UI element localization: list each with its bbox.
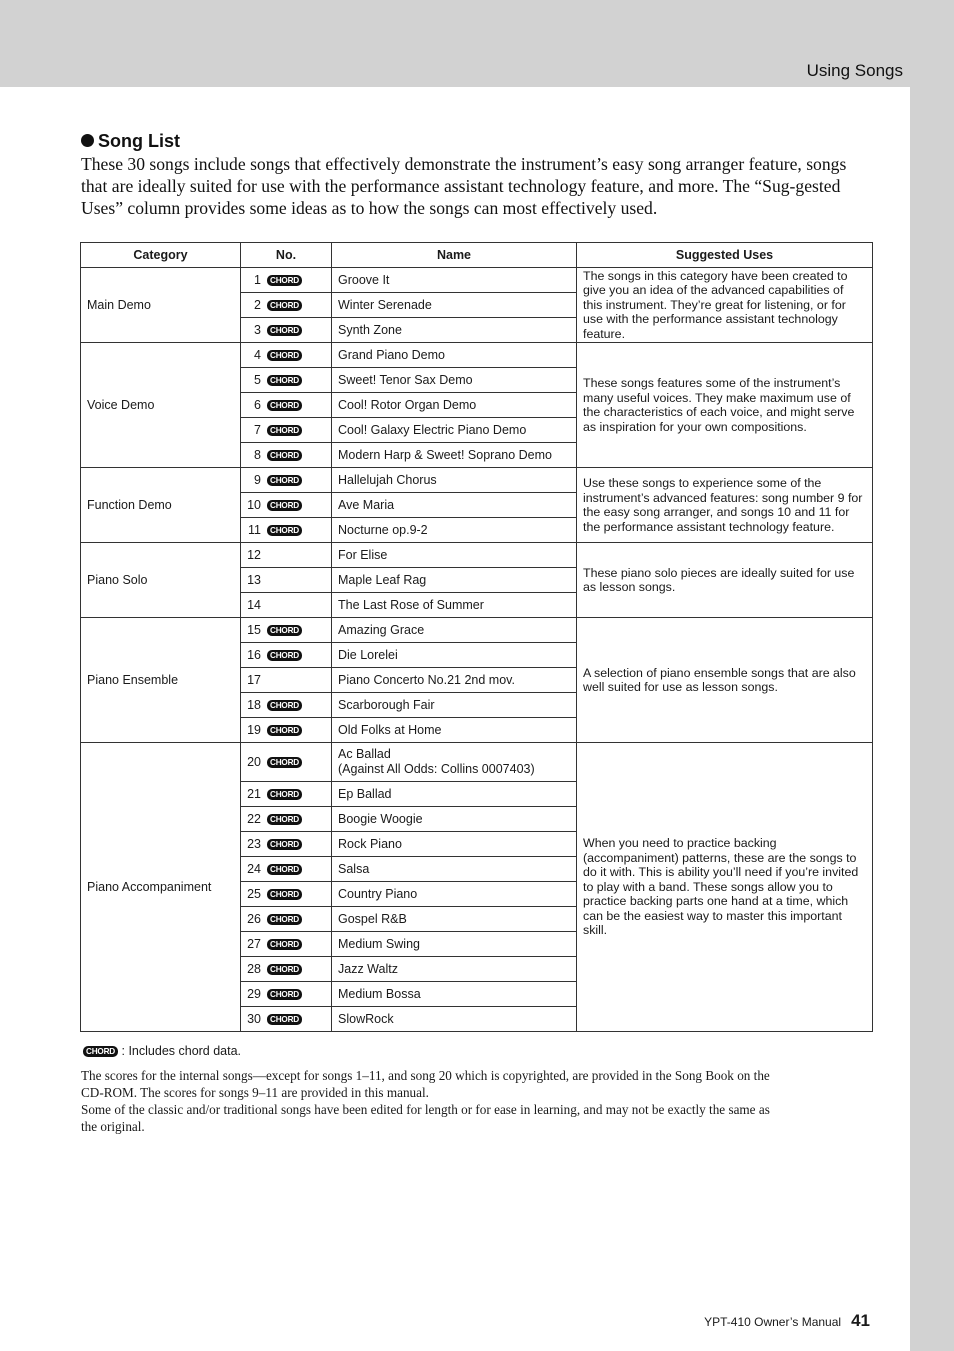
song-number: 30 bbox=[247, 1012, 261, 1026]
song-name-cell bbox=[332, 368, 577, 393]
chord-icon: CHORD bbox=[267, 300, 302, 311]
song-name: Scarborough Fair bbox=[338, 698, 435, 712]
song-number-cell bbox=[241, 443, 332, 468]
song-number-cell bbox=[241, 743, 332, 782]
song-number: 18 bbox=[247, 698, 261, 712]
category-cell: Piano Ensemble bbox=[81, 618, 241, 743]
song-number: 8 bbox=[254, 448, 261, 462]
category-cell: Voice Demo bbox=[81, 343, 241, 468]
song-number: 6 bbox=[254, 398, 261, 412]
chord-icon: CHORD bbox=[267, 350, 302, 361]
song-name-cell bbox=[332, 543, 577, 568]
song-number: 19 bbox=[247, 723, 261, 737]
chord-icon: CHORD bbox=[267, 425, 302, 436]
song-number-cell bbox=[241, 832, 332, 857]
category-cell: Piano Solo bbox=[81, 543, 241, 618]
song-name-cell bbox=[332, 907, 577, 932]
song-name-cell bbox=[332, 268, 577, 293]
song-number-cell bbox=[241, 1007, 332, 1032]
song-name-cell bbox=[332, 393, 577, 418]
song-number: 7 bbox=[254, 423, 261, 437]
chord-icon: CHORD bbox=[83, 1046, 118, 1057]
chord-icon: CHORD bbox=[267, 275, 302, 286]
song-number-cell bbox=[241, 932, 332, 957]
song-number-cell bbox=[241, 907, 332, 932]
song-number-cell bbox=[241, 593, 332, 618]
song-number-cell bbox=[241, 418, 332, 443]
song-number: 26 bbox=[247, 912, 261, 926]
suggested-uses-cell: A selection of piano ensemble songs that are also well suited for use as lesson songs. bbox=[577, 618, 873, 743]
table-row bbox=[81, 468, 873, 493]
table-row bbox=[81, 268, 873, 293]
song-name: Medium Bossa bbox=[338, 987, 421, 1001]
song-name: Piano Concerto No.21 2nd mov. bbox=[338, 673, 515, 687]
song-name: Grand Piano Demo bbox=[338, 348, 446, 362]
chord-icon: CHORD bbox=[267, 989, 302, 1000]
table-body bbox=[81, 268, 873, 1032]
category-cell: Main Demo bbox=[81, 268, 241, 343]
bullet-icon bbox=[81, 134, 94, 147]
song-name-cell bbox=[332, 593, 577, 618]
song-name-cell bbox=[332, 932, 577, 957]
heading-text: Song List bbox=[98, 131, 180, 151]
song-number: 21 bbox=[247, 787, 261, 801]
chord-icon: CHORD bbox=[267, 700, 302, 711]
song-name: Maple Leaf Rag bbox=[338, 573, 427, 587]
song-name: Ave Maria bbox=[338, 498, 395, 512]
song-name-cell bbox=[332, 318, 577, 343]
footnote-1: The scores for the internal songs—except for songs 1–11, and song 20 which is copyrighted, are provided in the Song Book on the CD-ROM. The scores for songs 9–11 are provided in this manual. bbox=[81, 1068, 770, 1100]
song-number-cell bbox=[241, 718, 332, 743]
song-number-cell bbox=[241, 957, 332, 982]
header-no: No. bbox=[241, 243, 332, 268]
song-name-cell bbox=[332, 418, 577, 443]
song-name: Winter Serenade bbox=[338, 298, 432, 312]
song-number-cell bbox=[241, 882, 332, 907]
chord-icon: CHORD bbox=[267, 839, 302, 850]
chord-icon: CHORD bbox=[267, 450, 302, 461]
chord-icon: CHORD bbox=[267, 625, 302, 636]
intro-paragraph: These 30 songs include songs that effectively demonstrate the instrument’s easy song arranger feature, songs that are ideally suited for use with the performance assistant technology feature, and more. The “Sug-gested Uses” column provides some ideas as to how the songs can most effectively used. bbox=[81, 154, 847, 218]
song-name-cell bbox=[332, 693, 577, 718]
song-number: 1 bbox=[254, 273, 261, 287]
song-name-cell bbox=[332, 807, 577, 832]
chord-icon: CHORD bbox=[267, 939, 302, 950]
song-number-cell bbox=[241, 343, 332, 368]
song-name: The Last Rose of Summer bbox=[338, 598, 484, 612]
section-title: Using Songs bbox=[806, 61, 903, 80]
header-uses: Suggested Uses bbox=[577, 243, 873, 268]
chord-icon: CHORD bbox=[267, 864, 302, 875]
chord-icon: CHORD bbox=[267, 325, 302, 336]
song-number: 16 bbox=[247, 648, 261, 662]
side-band bbox=[910, 87, 954, 1351]
chord-icon: CHORD bbox=[267, 814, 302, 825]
song-name: Salsa bbox=[338, 862, 370, 876]
song-name-cell bbox=[332, 568, 577, 593]
song-number: 11 bbox=[248, 523, 261, 537]
song-number: 4 bbox=[254, 348, 261, 362]
song-name-cell bbox=[332, 957, 577, 982]
song-name-cell bbox=[332, 782, 577, 807]
song-name: Rock Piano bbox=[338, 837, 402, 851]
table-header-row bbox=[81, 243, 873, 268]
table-row bbox=[81, 343, 873, 368]
song-number-cell bbox=[241, 618, 332, 643]
song-name-cell bbox=[332, 668, 577, 693]
song-name: Groove It bbox=[338, 273, 390, 287]
song-number: 25 bbox=[247, 887, 261, 901]
song-name: Hallelujah Chorus bbox=[338, 473, 437, 487]
chord-icon: CHORD bbox=[267, 375, 302, 386]
song-number: 22 bbox=[247, 812, 261, 826]
song-number-cell bbox=[241, 782, 332, 807]
table-row bbox=[81, 743, 873, 782]
chord-icon: CHORD bbox=[267, 914, 302, 925]
legend-text: : Includes chord data. bbox=[121, 1044, 242, 1058]
song-number: 20 bbox=[247, 755, 261, 769]
song-name: Die Lorelei bbox=[338, 648, 398, 662]
song-name-cell bbox=[332, 982, 577, 1007]
chord-icon: CHORD bbox=[267, 475, 302, 486]
chord-icon: CHORD bbox=[267, 789, 302, 800]
song-number: 10 bbox=[247, 498, 261, 512]
table-row bbox=[81, 543, 873, 568]
song-name: Synth Zone bbox=[338, 323, 402, 337]
chord-icon: CHORD bbox=[267, 757, 302, 768]
song-name-cell bbox=[332, 493, 577, 518]
song-name: Amazing Grace bbox=[338, 623, 425, 637]
song-name-cell bbox=[332, 468, 577, 493]
footnote-2: Some of the classic and/or traditional songs have been edited for length or for ease in learning, and may not be exactly the same as the original. bbox=[81, 1102, 770, 1134]
song-number: 5 bbox=[254, 373, 261, 387]
song-number-cell bbox=[241, 368, 332, 393]
chord-icon: CHORD bbox=[267, 400, 302, 411]
song-name-cell bbox=[332, 718, 577, 743]
song-number-cell bbox=[241, 568, 332, 593]
song-number-cell bbox=[241, 493, 332, 518]
song-name-cell bbox=[332, 882, 577, 907]
song-name: Sweet! Tenor Sax Demo bbox=[338, 373, 473, 387]
suggested-uses-cell: The songs in this category have been created to give you an idea of the advanced capabilities of this instrument. They’re great for listening, or for use with the performance assistant technology feature. bbox=[577, 268, 873, 343]
song-number: 12 bbox=[247, 548, 261, 562]
page-number: 41 bbox=[851, 1311, 870, 1330]
song-name: Cool! Rotor Organ Demo bbox=[338, 398, 477, 412]
chord-icon: CHORD bbox=[267, 725, 302, 736]
song-number: 23 bbox=[247, 837, 261, 851]
song-number-cell bbox=[241, 668, 332, 693]
song-number-cell bbox=[241, 268, 332, 293]
suggested-uses-cell: These piano solo pieces are ideally suited for use as lesson songs. bbox=[577, 543, 873, 618]
song-number-cell bbox=[241, 318, 332, 343]
song-name: Country Piano bbox=[338, 887, 418, 901]
section-heading bbox=[81, 131, 180, 152]
song-name: Cool! Galaxy Electric Piano Demo bbox=[338, 423, 527, 437]
song-list-table bbox=[80, 242, 873, 1032]
suggested-uses-cell: These songs features some of the instrument’s many useful voices. They make maximum use of the characteristics of each voice, and might serve as inspiration for your own compositions. bbox=[577, 343, 873, 468]
song-number-cell bbox=[241, 807, 332, 832]
song-number-cell bbox=[241, 543, 332, 568]
song-number: 27 bbox=[247, 937, 261, 951]
song-number-cell bbox=[241, 468, 332, 493]
song-number-cell bbox=[241, 393, 332, 418]
song-name: SlowRock bbox=[338, 1012, 394, 1026]
song-number: 9 bbox=[254, 473, 261, 487]
song-name-cell bbox=[332, 832, 577, 857]
song-name: Ep Ballad bbox=[338, 787, 392, 801]
song-name-cell bbox=[332, 857, 577, 882]
chord-legend bbox=[83, 1044, 241, 1058]
chord-icon: CHORD bbox=[267, 500, 302, 511]
song-name-cell bbox=[332, 643, 577, 668]
header-name: Name bbox=[332, 243, 577, 268]
song-name: Jazz Waltz bbox=[338, 962, 398, 976]
song-name-cell bbox=[332, 1007, 577, 1032]
song-number-cell bbox=[241, 293, 332, 318]
song-name-cell bbox=[332, 618, 577, 643]
chord-icon: CHORD bbox=[267, 650, 302, 661]
song-name: Nocturne op.9-2 bbox=[338, 523, 428, 537]
song-number-cell bbox=[241, 518, 332, 543]
chord-icon: CHORD bbox=[267, 525, 302, 536]
category-cell: Piano Accompaniment bbox=[81, 743, 241, 1032]
song-number-cell bbox=[241, 693, 332, 718]
song-number-cell bbox=[241, 857, 332, 882]
table-row bbox=[81, 618, 873, 643]
song-name: Gospel R&B bbox=[338, 912, 407, 926]
category-cell: Function Demo bbox=[81, 468, 241, 543]
footnotes bbox=[81, 1067, 781, 1135]
song-name: Medium Swing bbox=[338, 937, 420, 951]
song-number: 3 bbox=[254, 323, 261, 337]
song-number-cell bbox=[241, 982, 332, 1007]
song-name: Old Folks at Home bbox=[338, 723, 442, 737]
song-number-cell bbox=[241, 643, 332, 668]
song-name: Ac Ballad bbox=[338, 747, 391, 761]
song-name-cell bbox=[332, 293, 577, 318]
chord-icon: CHORD bbox=[267, 889, 302, 900]
song-number: 13 bbox=[247, 573, 261, 587]
chord-icon: CHORD bbox=[267, 1014, 302, 1025]
chord-icon: CHORD bbox=[267, 964, 302, 975]
song-name: Boogie Woogie bbox=[338, 812, 423, 826]
song-name-cell bbox=[332, 743, 577, 782]
song-number: 28 bbox=[247, 962, 261, 976]
song-number: 2 bbox=[254, 298, 261, 312]
song-number: 17 bbox=[247, 673, 261, 687]
suggested-uses-cell: Use these songs to experience some of the instrument’s advanced features: song number 9 for the easy song arranger, and songs 10 and 11 for the performance assistant technology feature. bbox=[577, 468, 873, 543]
song-name-subtitle: (Against All Odds: Collins 0007403) bbox=[338, 762, 535, 776]
page-footer bbox=[704, 1311, 870, 1331]
song-name: For Elise bbox=[338, 548, 388, 562]
song-number: 14 bbox=[247, 598, 261, 612]
song-number: 29 bbox=[247, 987, 261, 1001]
suggested-uses-cell: When you need to practice backing (accompaniment) patterns, these are the songs to do it with. This is ability you’ll need if you’re invited to play with a band. These songs allow you to practice backing parts one hand at a time, which can be the easiest way to master this important skill. bbox=[577, 743, 873, 1032]
header-category: Category bbox=[81, 243, 241, 268]
song-number: 24 bbox=[247, 862, 261, 876]
song-name-cell bbox=[332, 343, 577, 368]
song-name-cell bbox=[332, 443, 577, 468]
song-name: Modern Harp & Sweet! Soprano Demo bbox=[338, 448, 552, 462]
manual-title: YPT-410 Owner’s Manual bbox=[704, 1315, 842, 1329]
song-number: 15 bbox=[247, 623, 261, 637]
song-name-cell bbox=[332, 518, 577, 543]
